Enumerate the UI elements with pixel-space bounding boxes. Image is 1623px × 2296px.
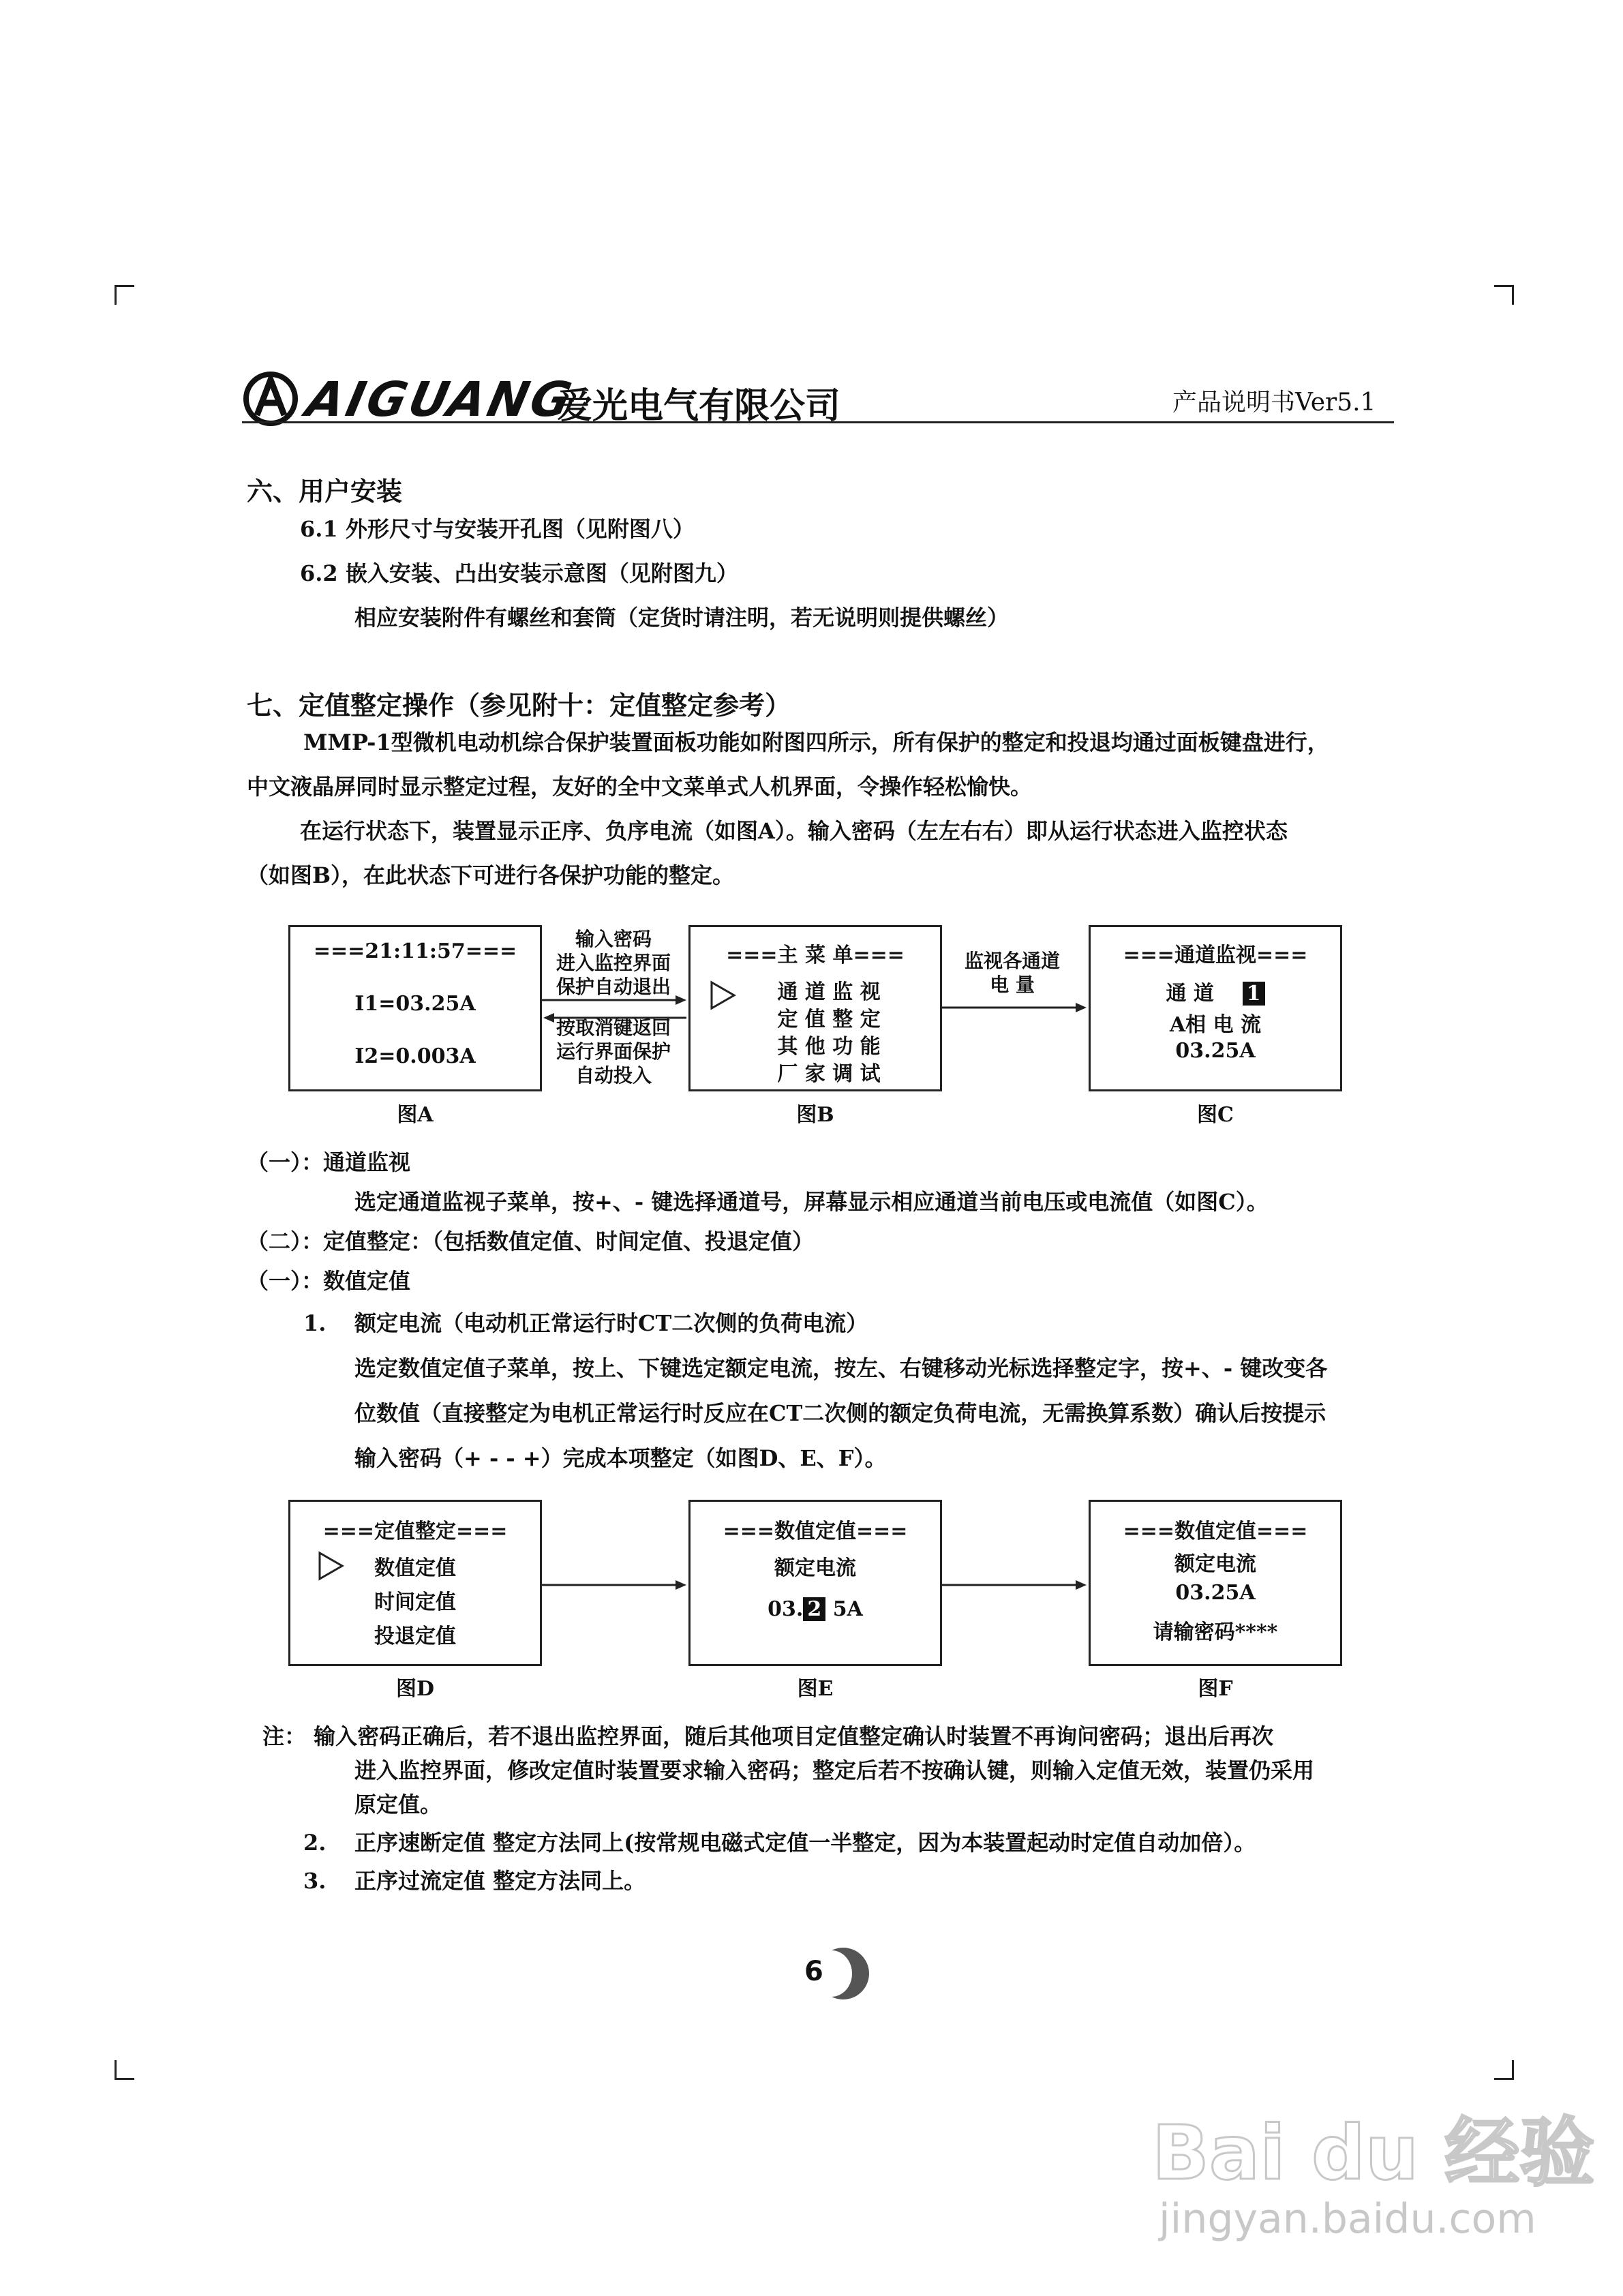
arrow-right-icon [1076,1580,1087,1590]
sub1-text: 选定通道监视子菜单，按+、- 键选择通道号，屏幕显示相应通道当前电压或电流值（如图C）。 [354,1189,1269,1215]
doc-title: 产品说明书Ver5.1 [1172,389,1376,417]
fig-c-current: 03.25A [1175,1039,1256,1063]
arrow-right-icon [1076,1003,1087,1012]
watermark-brand: Bai du 经验 [1152,2109,1595,2196]
fig-c-caption: 图C [1197,1103,1234,1127]
fig-b-caption: 图B [796,1103,834,1127]
crop-mark-bottom-left [115,2060,134,2080]
fig-f-screen [1089,1500,1342,1666]
fig-e-label: 额定电流 [774,1556,856,1580]
crescent-decoration-icon [784,1946,873,2001]
arrow-ab-bottom-line1: 按取消键返回 [556,1016,671,1039]
section6-item2: 6.2 嵌入安装、凸出安装示意图（见附图九） [300,560,738,586]
arrow-ab-bottom-line2: 运行界面保护 [556,1040,671,1063]
fig-b-item3: 其 他 功 能 [777,1035,881,1059]
item1-line3: 输入密码（+ - - +）完成本项整定（如图D、E、F）。 [354,1445,887,1471]
fig-c-screen [1089,925,1342,1091]
fig-a-time: ===21:11:57=== [313,939,517,963]
fig-f-title: ===数值定值=== [1123,1520,1308,1543]
fig-e-value-suffix: 5A [832,1597,863,1621]
sub3-title: （一）：数值定值 [247,1268,411,1294]
arrow-bc-connector [942,999,1089,1016]
sub1-title: （一）：通道监视 [247,1149,411,1175]
fig-e-title: ===数值定值=== [723,1520,908,1543]
fig-b-title: ===主 菜 单=== [726,943,905,967]
arrow-ab-top-line1: 输入密码 [575,928,652,950]
section7-title: 七、定值整定操作（参见附十：定值整定参考） [247,690,791,721]
section7-para2-line1: 在运行状态下，装置显示正序、负序电流（如图A）。输入密码（左左右右）即从运行状态进入监控状态 [300,818,1288,844]
item3-text: 正序过流定值 整定方法同上。 [354,1868,646,1894]
arrow-ef-connector [942,1577,1089,1593]
fig-e-value-row [691,1597,940,1621]
fig-a-caption: 图A [397,1103,434,1127]
crop-mark-top-left [115,285,134,305]
note-line2: 进入监控界面，修改定值时装置要求输入密码；整定后若不按确认键，则输入定值无效，装置仍采用 [354,1757,1315,1783]
arrow-ab-bottom-label [545,1016,682,1087]
item1-title: 额定电流（电动机正常运行时CT二次侧的负荷电流） [354,1310,868,1336]
arrow-left-icon [543,1013,554,1023]
fig-b-item1: 通 道 监 视 [777,980,881,1004]
arrow-right-icon [676,995,686,1005]
fig-f-label: 额定电流 [1174,1552,1256,1576]
item1-line1: 选定数值定值子菜单，按上、下键选定额定电流，按左、右键移动光标选择整定字，按+、- 键改变各 [354,1355,1328,1381]
arrow-ab-bottom-line3: 自动投入 [575,1064,652,1087]
fig-c-channel-label: 通 道 [1166,982,1214,1006]
arrow-ab-connectors [542,992,688,1026]
brand-logo [242,370,862,425]
fig-e-screen [688,1500,942,1666]
fig-d-screen [288,1500,542,1666]
fig-d-title: ===定值整定=== [322,1520,508,1543]
fig-d-caption: 图D [395,1677,434,1701]
item2-num: 2. [303,1830,327,1856]
arrow-bc-line1: 监视各通道 [964,950,1060,972]
fig-b-screen [688,925,942,1091]
brand-logo-text: AIGUANG [301,372,579,427]
arrow-ab-top-label [545,927,682,999]
fig-f-password: 请输密码**** [1153,1620,1278,1644]
note-line1: 注： 输入密码正确后，若不退出监控界面，随后其他项目定值整定确认时装置不再询问密码；退出后再次 [262,1723,1274,1749]
page-number-badge [784,1946,873,2001]
fig-a-screen [288,925,542,1091]
arrow-ab-top-line2: 进入监控界面 [556,952,671,974]
fig-e-caption: 图E [797,1677,834,1701]
arrow-right-icon [676,1580,686,1590]
fig-b-item4: 厂 家 调 试 [777,1062,881,1086]
arrow-bc-line2: 电 量 [990,973,1035,996]
fig-a-i2: I2=0.003A [354,1044,476,1068]
fig-e-value-cursor: 2 [803,1597,825,1621]
fig-c-title: ===通道监视=== [1123,943,1308,967]
fig-c-channel-value: 1 [1243,982,1265,1006]
arrow-bc-label [944,949,1080,997]
header-rule [242,421,1394,423]
aiguang-emblem-icon [242,370,303,427]
fig-c-phase: A相 电 流 [1169,1013,1262,1037]
item1-num: 1. [303,1310,327,1336]
sub2-title: （二）：定值整定：（包括数值定值、时间定值、投退定值） [247,1228,815,1254]
item1-line2: 位数值（直接整定为电机正常运行时反应在CT二次侧的额定负荷电流，无需换算系数）确认后按提示 [354,1400,1326,1426]
arrow-ab-top-line3: 保护自动退出 [556,976,671,998]
fig-a-i1: I1=03.25A [354,992,476,1016]
section6-note: 相应安装附件有螺丝和套筒（定货时请注明，若无说明则提供螺丝） [354,605,1010,631]
section6-title: 六、用户安装 [247,476,403,507]
section7-para1-line1: MMP-1型微机电动机综合保护装置面板功能如附图四所示，所有保护的整定和投退均通过面板键盘进行， [303,729,1329,755]
item3-num: 3. [303,1868,327,1894]
baidu-watermark [1152,2093,1595,2256]
section7-para1-line2: 中文液晶屏同时显示整定过程，友好的全中文菜单式人机界面，令操作轻松愉快。 [247,774,1033,800]
company-name: 爱光电气有限公司 [557,386,841,427]
watermark-url: jingyan.baidu.com [1159,2195,1536,2243]
arrow-de-connector [542,1577,688,1593]
fig-f-caption: 图F [1198,1677,1233,1701]
note-line3: 原定值。 [354,1792,442,1817]
fig-d-item1: 数值定值 [374,1556,456,1580]
fig-c-channel-row [1091,976,1340,1006]
crop-mark-bottom-right [1494,2060,1514,2080]
item2-text: 正序速断定值 整定方法同上(按常规电磁式定值一半整定，因为本装置起动时定值自动加倍）。 [354,1830,1256,1856]
crop-mark-top-right [1494,285,1514,305]
fig-d-item3: 投退定值 [374,1625,456,1648]
fig-b-item2: 定 值 整 定 [777,1008,881,1031]
fig-e-value-prefix: 03. [768,1597,804,1621]
fig-f-value: 03.25A [1175,1581,1256,1605]
fig-d-item2: 时间定值 [374,1590,456,1614]
page-number: 6 [804,1956,823,1987]
section7-para2-line2: （如图B），在此状态下可进行各保护功能的整定。 [247,862,735,888]
section6-item1: 6.1 外形尺寸与安装开孔图（见附图八） [300,516,695,542]
